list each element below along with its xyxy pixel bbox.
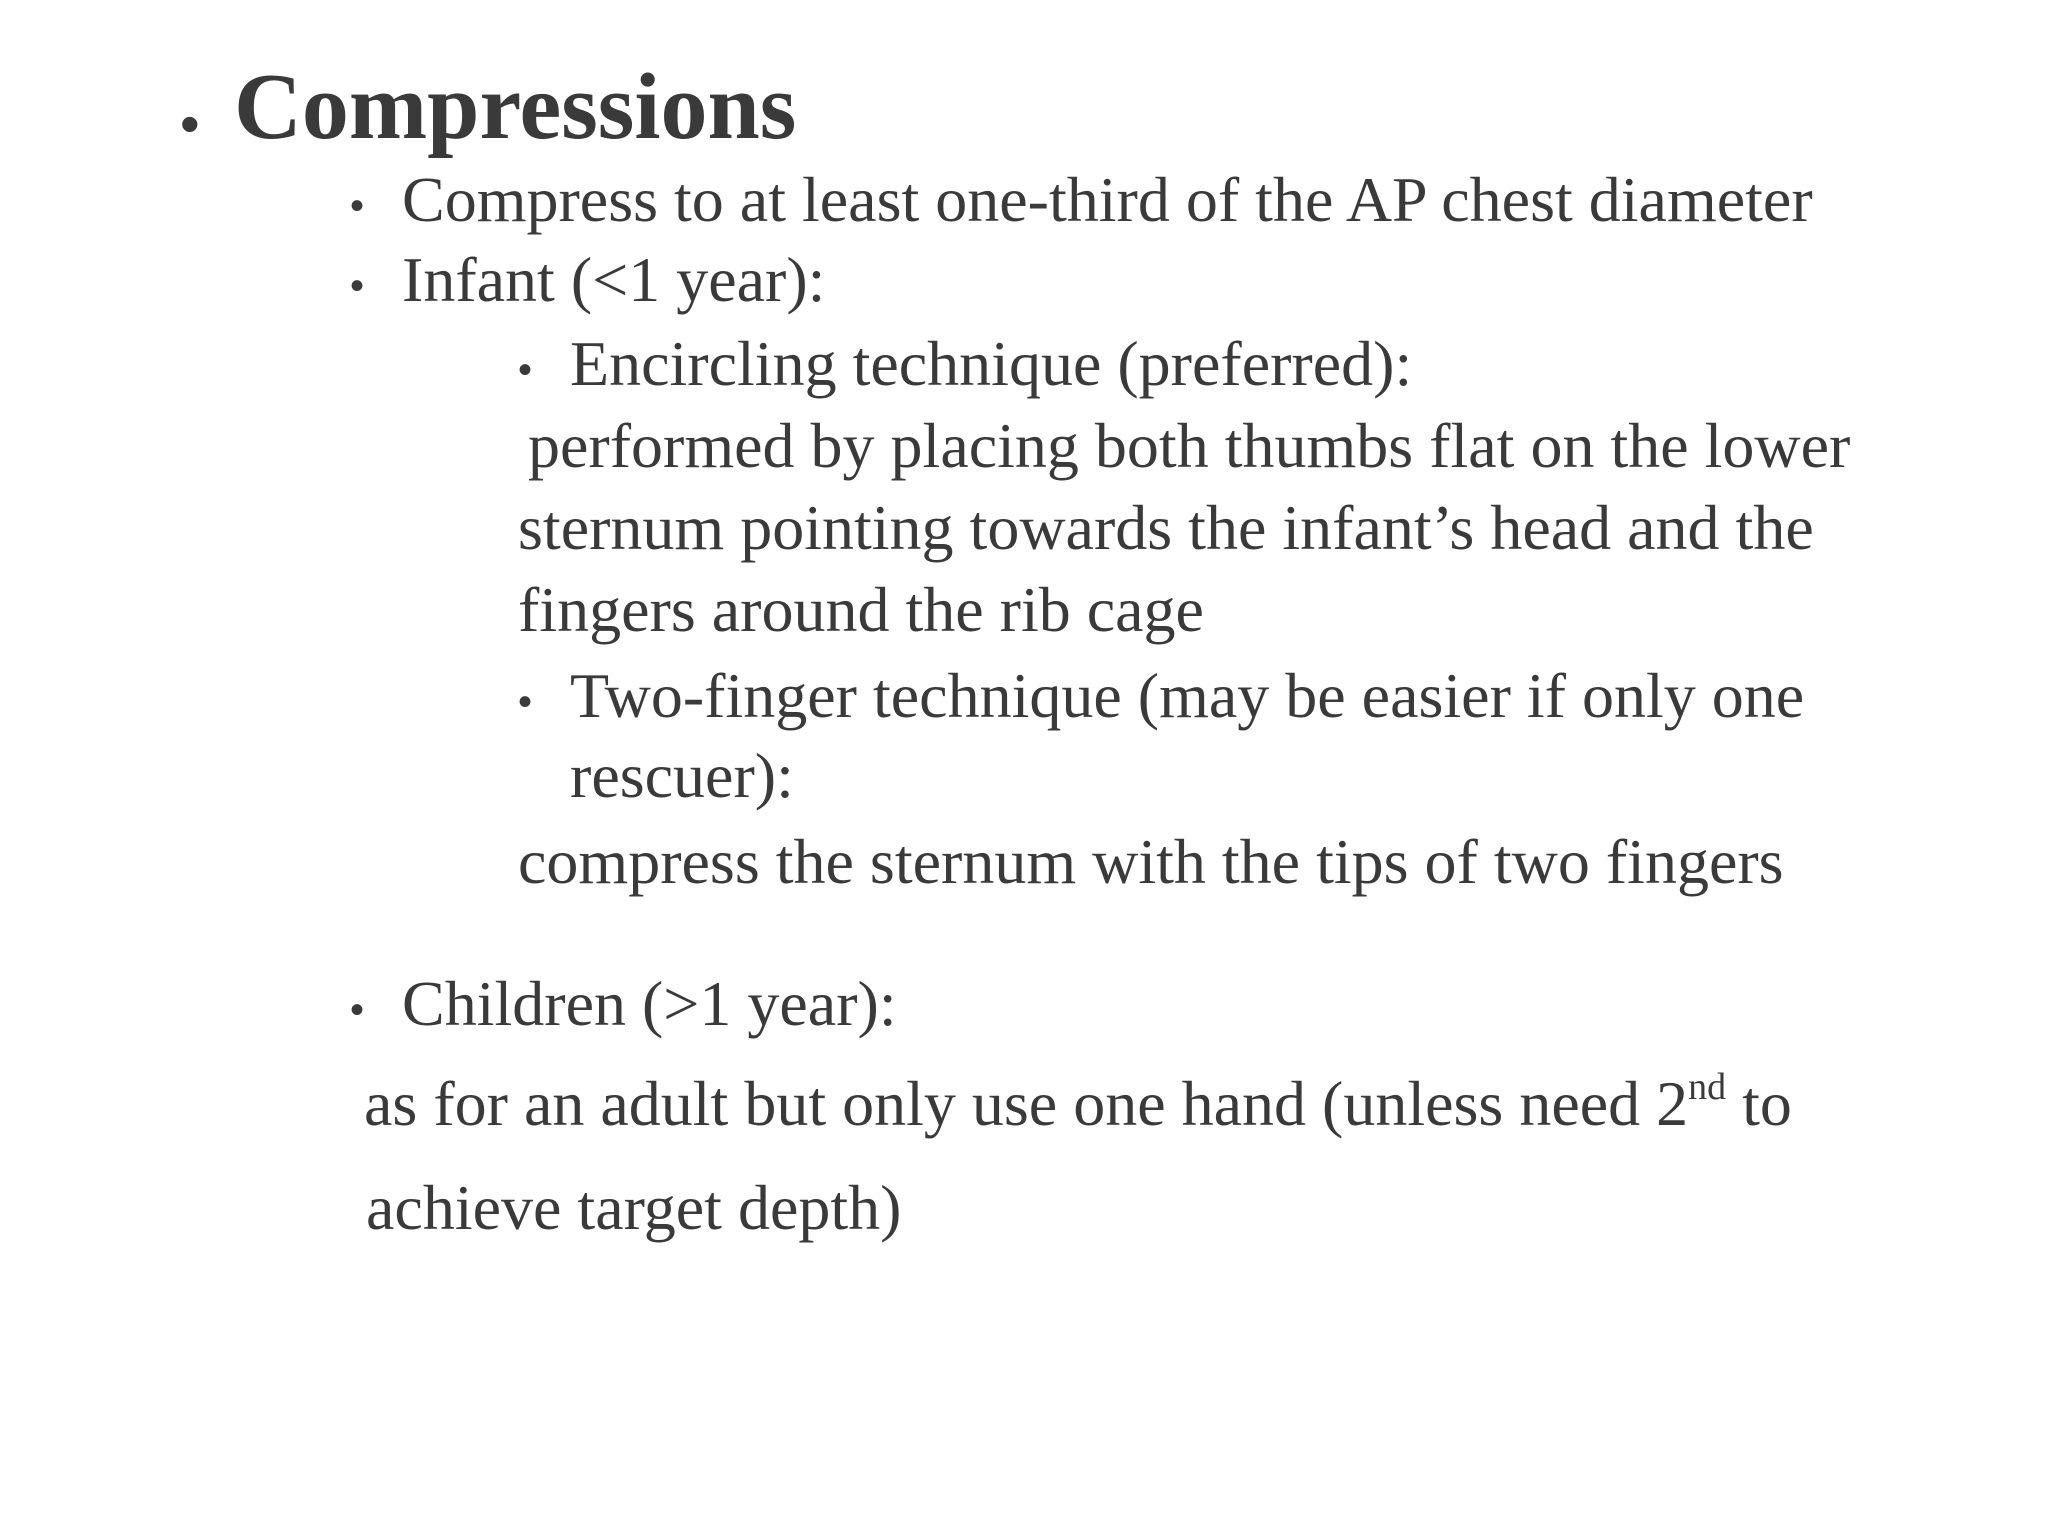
children-body-text-end: to xyxy=(1726,1068,1792,1139)
bullet-icon: • xyxy=(350,184,365,228)
children-heading: Children (>1 year): xyxy=(402,968,897,1039)
compression-depth-text: Compress to at least one-third of the AP chest diameter xyxy=(402,164,1813,235)
encircling-technique-body-line-1: performed by placing both thumbs flat on the lower xyxy=(528,410,1851,481)
bullet-icon: • xyxy=(518,680,533,724)
bullet-icon: • xyxy=(180,92,200,155)
slide-title: Compressions xyxy=(234,55,797,159)
bullet-icon: • xyxy=(518,348,533,392)
encircling-technique-body-line-3: fingers around the rib cage xyxy=(518,574,1204,645)
children-body-text: as for an adult but only use one hand (unless need 2 xyxy=(364,1068,1689,1139)
two-finger-technique-body: compress the sternum with the tips of two fingers xyxy=(518,826,1784,897)
two-finger-technique-heading-line-1: Two-finger technique (may be easier if only one xyxy=(570,660,1805,731)
bullet-icon: • xyxy=(350,988,365,1032)
children-body-line-1 xyxy=(364,1066,1792,1139)
bullet-icon: • xyxy=(350,264,365,308)
encircling-technique-body-line-2: sternum pointing towards the infant’s head and the xyxy=(518,492,1814,563)
infant-heading: Infant (<1 year): xyxy=(402,244,826,315)
encircling-technique-heading: Encircling technique (preferred): xyxy=(570,328,1413,399)
children-body-line-2: achieve target depth) xyxy=(366,1172,902,1243)
ordinal-suffix: nd xyxy=(1688,1066,1727,1108)
two-finger-technique-heading-line-2: rescuer): xyxy=(570,740,794,811)
